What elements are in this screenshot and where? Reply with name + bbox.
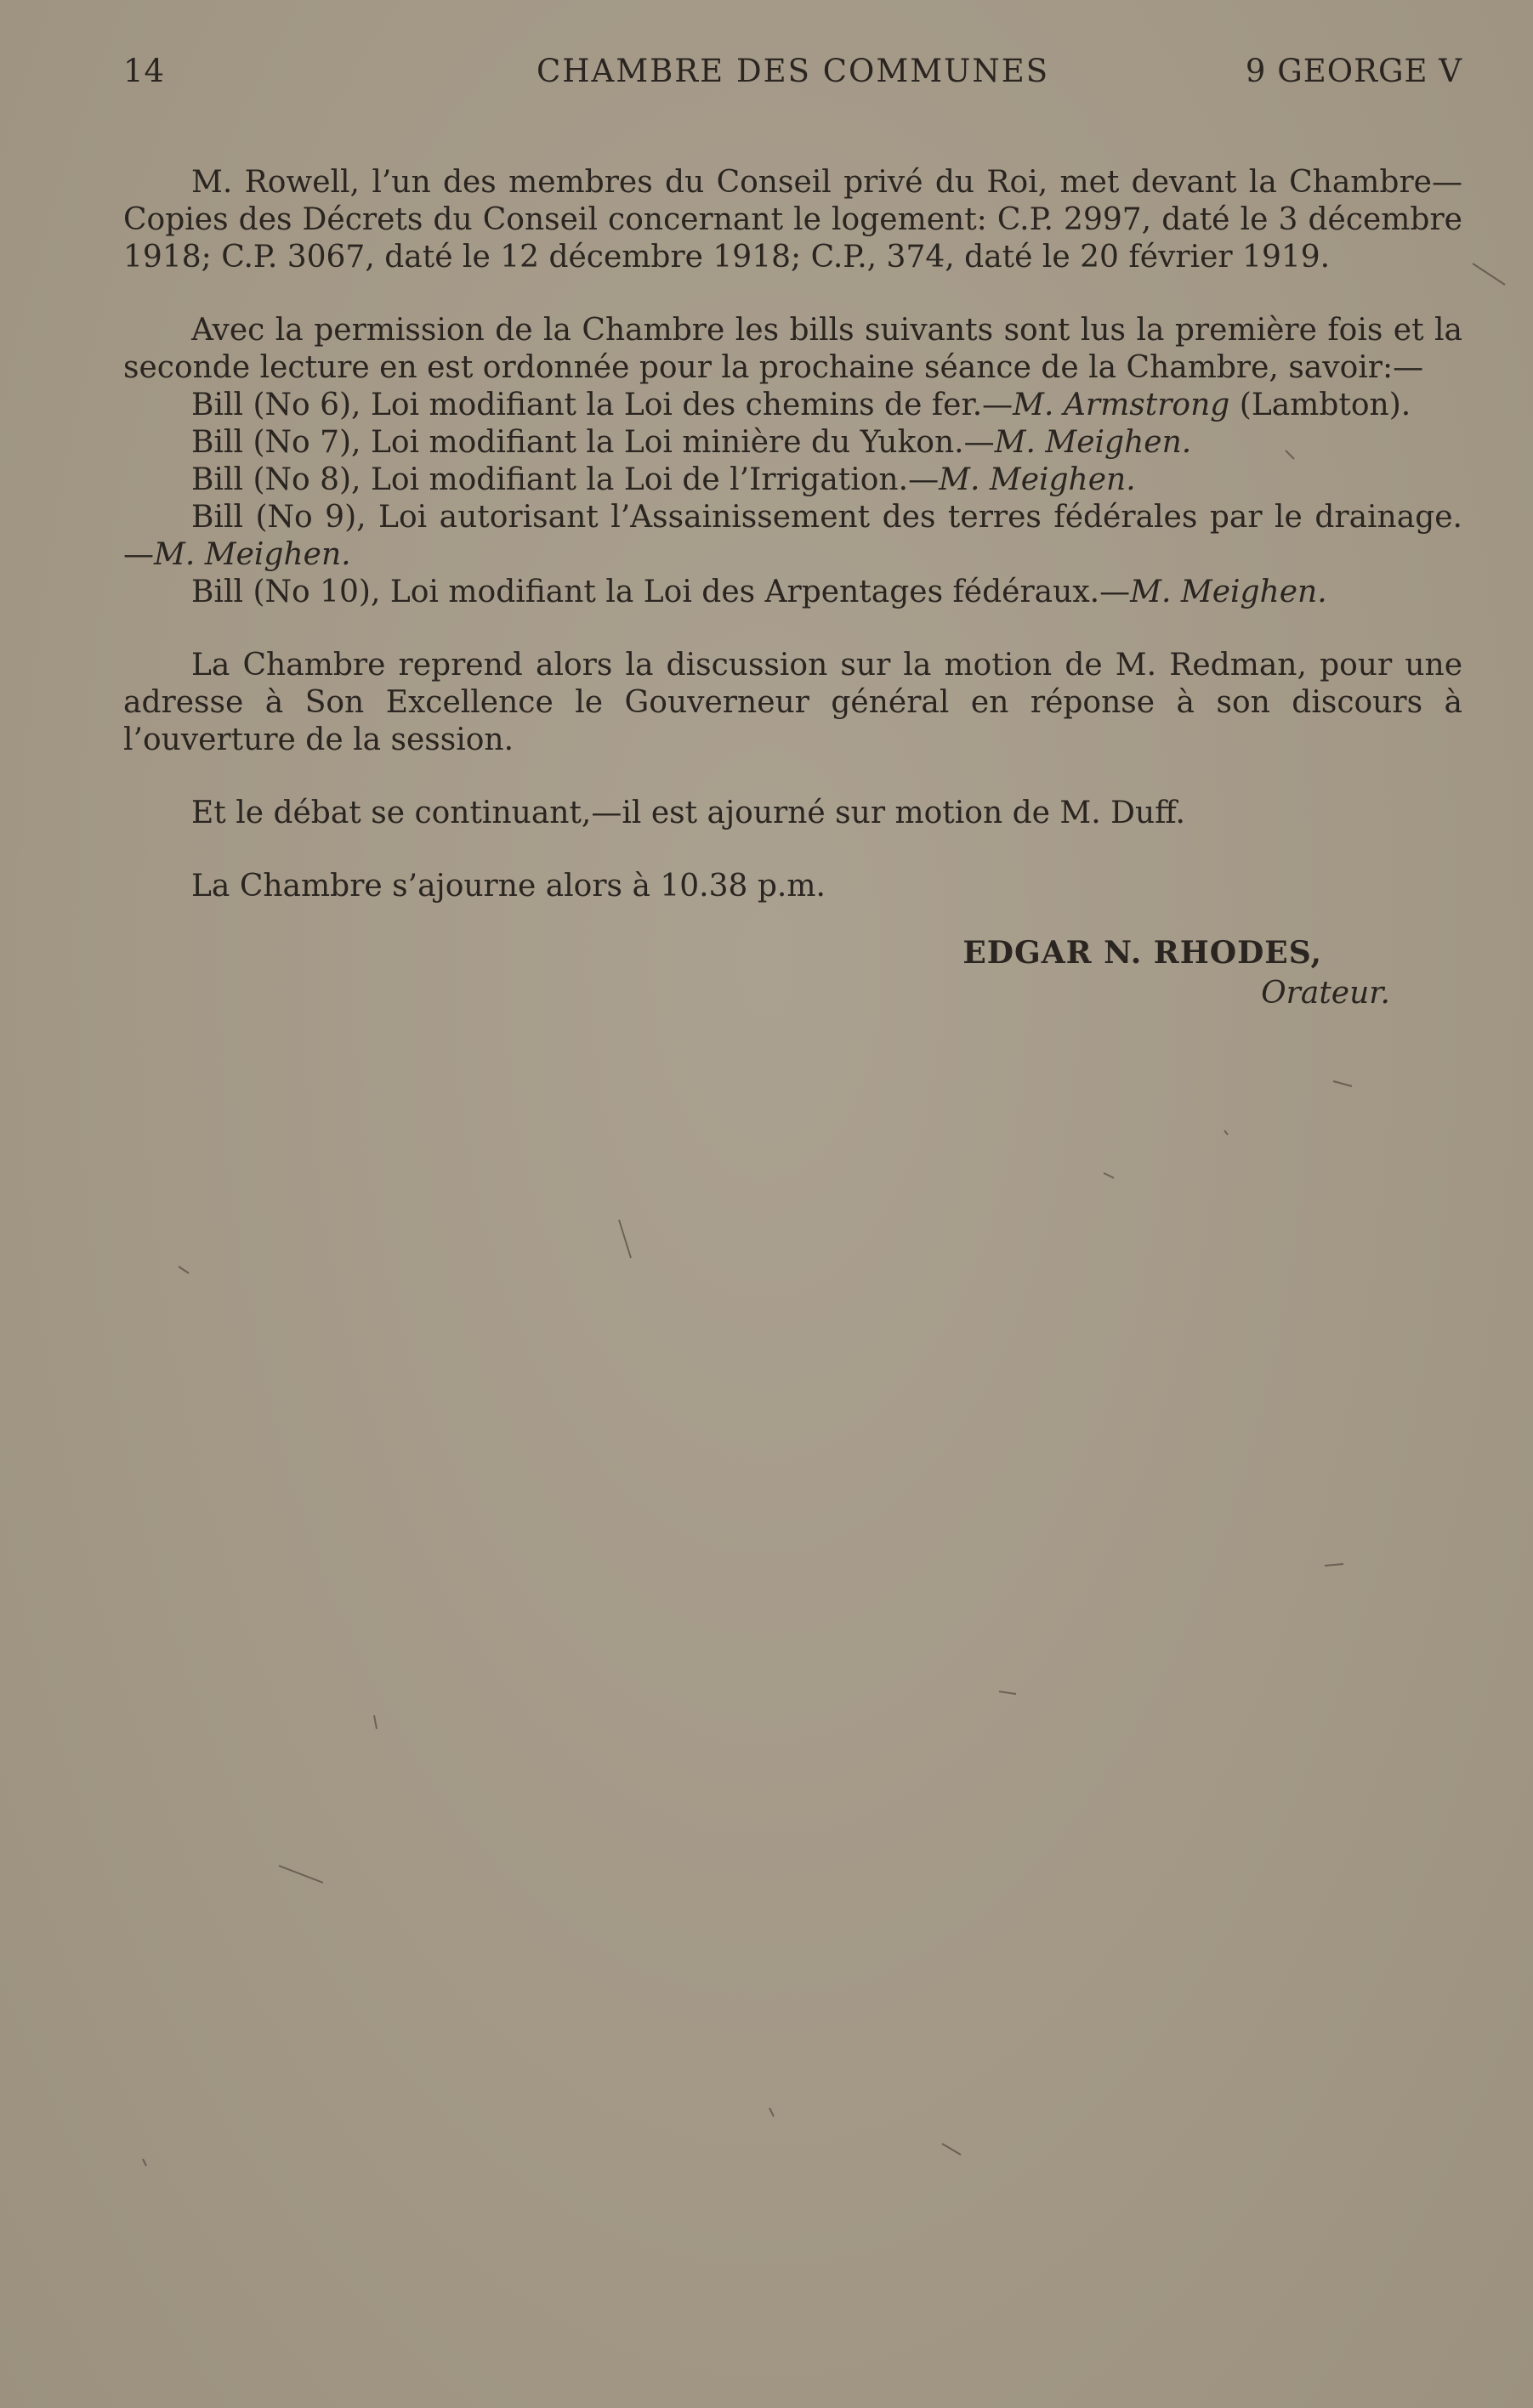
bill-suffix: (Lambton). xyxy=(1229,388,1411,422)
bill-mover: M. Meighen. xyxy=(994,425,1192,460)
bill-mover: M. Armstrong xyxy=(1013,388,1230,422)
paragraph-bills-intro: Avec la permission de la Chambre les bills suivants sont lus la première fois et la seconde lecture en est ordonnée pour la prochaine séance de la Chambre, savoir:— xyxy=(123,313,1462,385)
bill-mover: M. Meighen. xyxy=(154,537,351,572)
bill-mover: M. Meighen. xyxy=(1130,575,1327,609)
bill-title: Bill (No 10), Loi modifiant la Loi des Arpentages fédéraux.— xyxy=(191,575,1131,609)
bill-list xyxy=(123,387,1462,611)
bill-item xyxy=(123,574,1462,611)
bill-title: Bill (No 8), Loi modifiant la Loi de l’Irrigation.— xyxy=(191,462,940,497)
page-header xyxy=(123,53,1462,95)
bill-item xyxy=(123,462,1462,499)
page-body xyxy=(123,164,1462,941)
page-number: 14 xyxy=(123,53,166,89)
bill-item xyxy=(123,387,1462,424)
paragraph-debate: La Chambre reprend alors la discussion sur la motion de M. Redman, pour une adresse à Son Excellence le Gouverneur général en réponse à son discours à l’ouverture de la session. xyxy=(123,648,1462,757)
bill-item xyxy=(123,499,1462,574)
signatory-role: Orateur. xyxy=(1261,976,1390,1011)
bill-mover: M. Meighen. xyxy=(939,462,1136,497)
bill-item xyxy=(123,424,1462,462)
regnal-year: 9 GEORGE V xyxy=(1245,53,1462,89)
paragraph-adjournment: La Chambre s’ajourne alors à 10.38 p.m. xyxy=(191,869,826,904)
paragraph-rowell: M. Rowell, l’un des membres du Conseil privé du Roi, met devant la Chambre—Copies des Décrets du Conseil concernant le logement: C.P. 2997, daté le 3 décembre 1918; C.P. 3067, daté le 12 décembre 1918; C.P., 374, daté le 20 février 1919. xyxy=(123,165,1462,275)
bill-title: Bill (No 9), Loi autorisant l’Assainissement des terres fédérales par le drainage.— xyxy=(123,500,1462,572)
paragraph-adjourned-debate: Et le débat se continuant,—il est ajourné sur motion de M. Duff. xyxy=(191,796,1185,830)
bill-title: Bill (No 7), Loi modifiant la Loi minière du Yukon.— xyxy=(191,425,995,460)
signatory-name: EDGAR N. RHODES, xyxy=(962,935,1322,971)
bill-title: Bill (No 6), Loi modifiant la Loi des chemins de fer.— xyxy=(191,388,1013,422)
running-title: CHAMBRE DES COMMUNES xyxy=(536,53,1050,89)
